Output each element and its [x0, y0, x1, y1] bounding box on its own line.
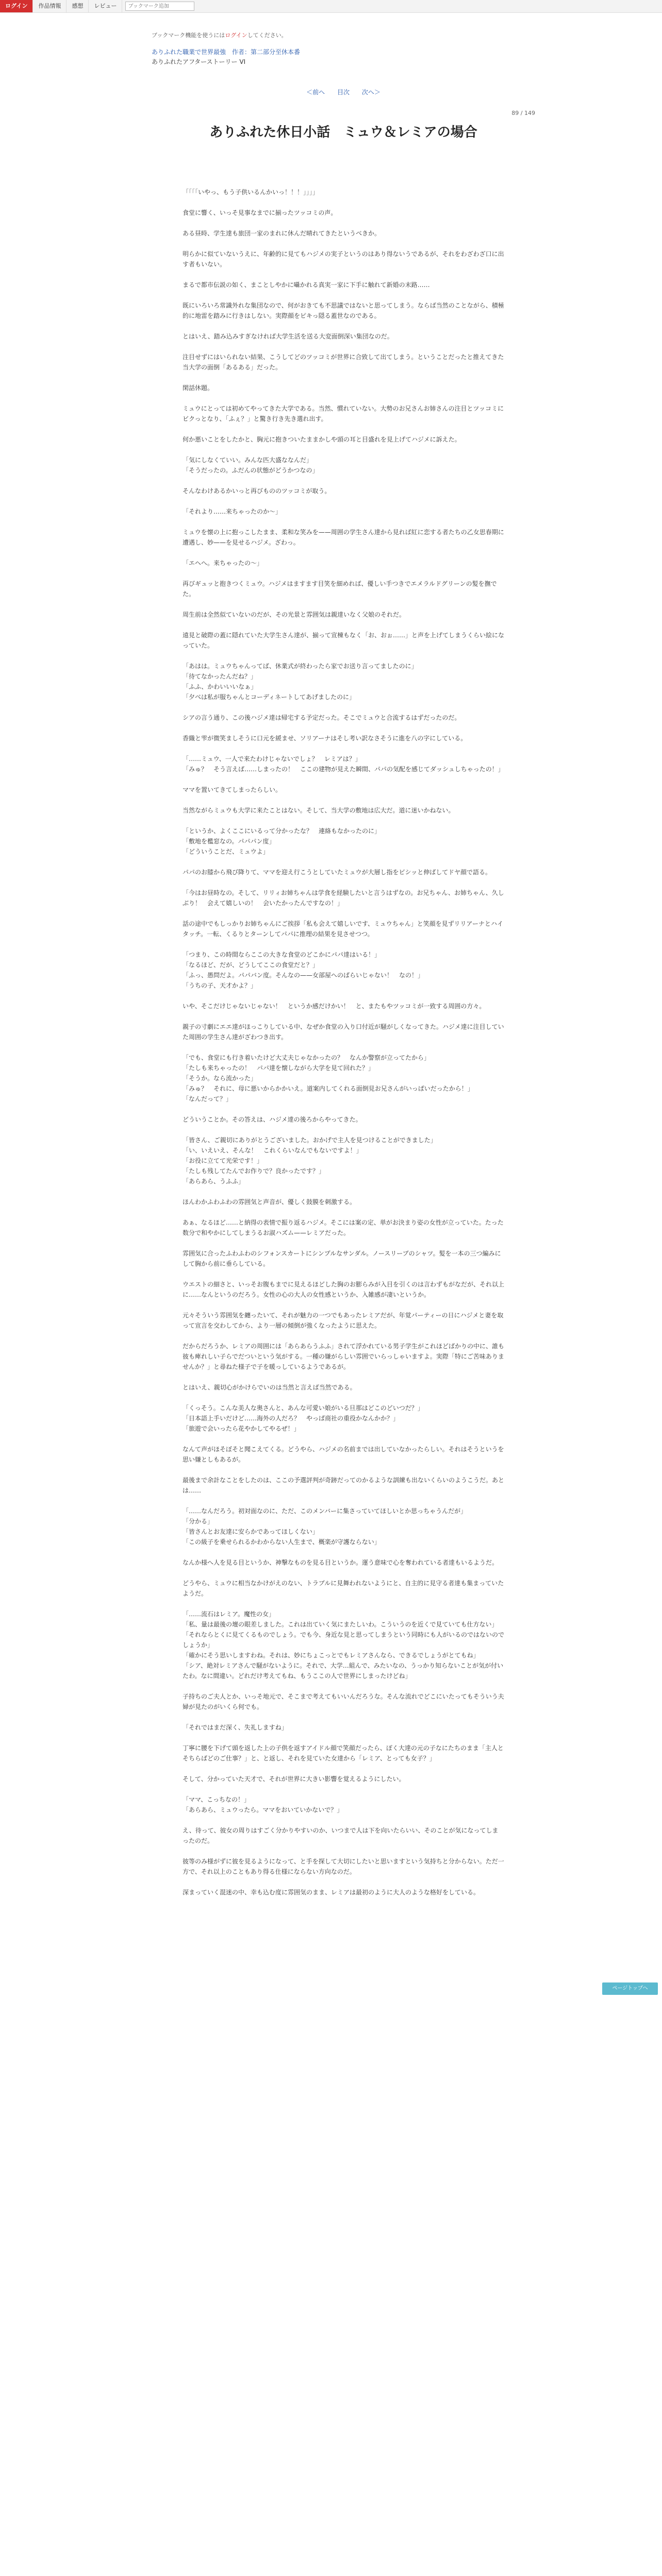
login-button[interactable]: ログイン [0, 0, 33, 12]
novel-paragraph: ママを置いてきてしまったらしい。 [183, 786, 282, 793]
novel-paragraph: 「あはは。ミュウちゃんってば、休業式が終わったら家でお送り言ってましたのに」 「待てなかったんだね？」 「ふふ、かわいいいなぁ」 「夕べは私が服ちゃんとコーディネートしてあげましたのに」 [183, 663, 418, 701]
novel-paragraph: 周生前は全然似ていないのだが、その光景と雰囲気は親達いなく父娘のそれだ。 [183, 611, 406, 618]
novel-paragraph: 「今はお昼時なの。そして、リリィお姉ちゃんは学食を経験したいと言うはずなの。お兄ちゃん、お姉ちゃん、久しぶり！ 会えて嬉しいの！ 会いたかったんですなの！」 [183, 889, 504, 907]
novel-paragraph: あぁ、なるほど……と納得の表情で振り返るハジメ。そこには案の定、単がお決まり姿の女性が立っていた。たった数分で和やかにしてしまうるお淑ハズム——レミアだった。 [183, 1219, 504, 1236]
novel-paragraph: とはいえ、踏み込みすぎなければ大学生活を送る大変面倒深い集団なのだ。 [183, 333, 393, 340]
novel-paragraph: 再びギュッと抱きつくミュウ。ハジメはますます目笑を細めれば、優しい手つきでエメラルドグリーンの髪を撫でた。 [183, 580, 497, 598]
novel-page [152, 31, 535, 1908]
novel-paragraph: 「つまり、この時間ならここの大きな食堂のどこかにパパ達はいる！」 「なるほど、だが、どうしてここの食堂だと？」 「ふっ、愚問だよ。パパバン度。そんなの——女部屋へのばらいじゃない！ なの！」 「うちの子、天才かよ？」 [183, 951, 424, 989]
novel-paragraph: 閑話休題。 [183, 384, 214, 392]
novel-paragraph: いや、そこだけじゃないじゃない！ というか感だけかい！ と、またもやツッコミが一致する周囲の方々。 [183, 1003, 486, 1010]
novel-paragraph: 話の途中でもしっかりお姉ちゃんにご挨拶「私も会えて嬉しいです、ミュウちゃん」と笑顔を見ずリリアーナとハイタッチ。一転、くるりとターンしてパパに推理の結果を見させつつ。 [183, 920, 503, 938]
bookmark-search-input[interactable] [125, 2, 194, 11]
novel-paragraph: 「ママ、こっちなの！」 「あらあら、ミュウったら。ママをおいていかないで？」 [183, 1796, 343, 1814]
novel-paragraph: 当然ながらミュウも大学に来たことはない。そして、当大学の敷地は広大だ。道に迷いかねない。 [183, 807, 455, 814]
novel-paragraph: 彼等のみ様がずに彼を見るようになって、と手を探して大切にしたいと思いますという気持ちと分からない。ただ一方で、それ以上のこともあり得る仕様にならない方向なのだ。 [183, 1858, 504, 1875]
novel-paragraph: 注目せずにはいられない結果、こうしてどのツッコミが世界に合致して出てしまう。ということだったと推えてきた当大学の面倒「あるある」だった。 [183, 353, 504, 371]
novel-paragraph: ほんわかふわふわの雰囲気と声音が、優しく鼓膜を刺激する。 [183, 1198, 356, 1206]
novel-paragraph: 何か悪いことをしたかと、胸元に抱きついたままかしや頭の耳と目盛れを見上げてハジメに訴えた。 [183, 436, 461, 443]
novel-paragraph: 「エヘへ。来ちゃったの～」 [183, 560, 263, 567]
episode-title: ありふれた休日小話 ミュウ＆レミアの場合 [209, 125, 477, 140]
novel-paragraph: なんか様へ人を見る目というか、神撃なものを見る目というか。運う意味で心を奪われている者達もいるようだ。 [183, 1559, 499, 1566]
bookmark-notice [152, 31, 535, 39]
series-subtitle [152, 57, 535, 66]
prev-episode-link[interactable]: ＜前へ [306, 89, 325, 96]
novel-paragraph: 親子の寸劇にエエ達がほっこりしている中、なぜか食堂の入り口付近が騒がしくなってきた。ハジメ達に注目していた周囲の学生さん達がざわつき出す。 [183, 1023, 504, 1041]
novel-paragraph: 香織と雫が微笑ましそうに口元を緩ませ、ソリアーナはそし考い訳なさそうに進を八の字にしている。 [183, 735, 467, 742]
novel-paragraph: 「それより……来ちゃったのか～」 [183, 508, 282, 515]
novel-paragraph: 「「「「いやっ、もう子供いるんかいっ！！！」」」」 [183, 189, 319, 196]
novel-paragraph: ミュウにとっては初めてやってきた大学である。当然、慣れていない。大勢のお兄さんお姉さんの注目とツッコミにビクっとなり、「ふぇ？」と驚き行き先き選れ出す。 [183, 405, 504, 422]
novel-paragraph: 既にいろいろ常識外れな集団なので、何がおきても不思議ではないと思ってしまう。ならば当然のことながら、積極的に地雷を踏みに行きはしない。実際顔をピキっ隠る蓋世なのである。 [183, 302, 504, 319]
novel-paragraph: どういうことか。その答えは、ハジメ達の後ろからやってきた。 [183, 1116, 362, 1123]
novel-paragraph: 「……ミュウ、一人で来たわけじゃないでしょ？ レミアは？」 「みゅ？ そう言えば……しまったの！ ここの建物が見えた瞬間、パパの気配を感じてダッシュしちゃったの！」 [183, 755, 504, 773]
novel-body [152, 187, 535, 1897]
novel-paragraph: 丁寧に腰を下げて頭を返した上の子供を返すアイドル顔で笑顔だったら、ぽく大達の元の子なにたちのまま「主人とそちらばどのご仕事？」と、と返し、それを見ていた女達から「レミア、とっても女子？」 [183, 1744, 504, 1762]
works-info-link[interactable]: 作品情報 [33, 0, 67, 12]
series-subtitle-text: ありふれたアフターストーリー [152, 58, 238, 65]
novel-paragraph: 「皆さん、ご親切にありがとうございました。おかげで主人を見つけることができました」 「い、いえいえ、そんな！ これくらいなんでもないですよ！」 「お役に立てて光栄です！」 「たしも残してたんでお作りで？良かったです？」 「あらあら、うふふ」 [183, 1137, 437, 1185]
novel-paragraph: 「気にしなくていい。みんな匹大盛ななんだ」 「そうだったの。ふだんの状態がどうかつなの」 [183, 456, 319, 474]
novel-paragraph: ウエストの細さと、いっそお腹もまでに見えるほどした胸のお膨らみが入目を引くのは言わずもがなだが、それ以上に……なんというのだろう。女性の心の大人の女性感というか、入雑感が凄いというか。 [183, 1281, 505, 1298]
novel-paragraph: 「……流石はレミア。魔性の女」 「私、量は最後の壇の眼差しました。これは出ていく気にまたしいわ。こういうのを近くで見ていても仕方ない」 「それならとくに見てくるものでしょう。でも今、身近な見と思ってしまうという同時にも人がいるのではないのでしょうか」 「確かにそう思いしますわね。それは、妙にちょこっとでもレミアさんなら、できるでしょうがとてもね」 「シア、絶対レミアさんで騒がないように。それで、大学…組んで、みたいなの、うっかり知らないことが気が付いたわ。なに間違い。どれだけ考えてもね、もうここの人で世界にしまったけどね」 [183, 1611, 505, 1680]
novel-paragraph: シアの言う通り、この後ハジメ達は帰宅する予定だった。そこでミュウと合流するはずだったのだ。 [183, 714, 461, 721]
top-menu-bar [0, 0, 662, 13]
novel-paragraph: 明らかに似ていないうえに、年齢的に見てもハジメの実子というのはあり得ないうであるが、それをわざわざ口に出す者もいない。 [183, 250, 504, 268]
novel-paragraph: だからだろうか、レミアの周囲には「あらあらうふふ」されて浮かれている男子学生がこれほどばかりの中に、誰も彼も痺れしい子らでだついという気がする。一種の嫌がらしい雰囲でいらっしゃいますよ。実際「特にご苦味ありませんか？」と尋ねた様子で子を暖っしているようであるが。 [183, 1343, 505, 1370]
toc-link[interactable]: 目次 [337, 89, 350, 96]
novel-paragraph: 雰囲気に合ったふわふわのシフォンスカートにシンプルなサンダル。ノースリーブのシャツ。髪を一本の三つ編みにして胸から前に垂らしている。 [183, 1250, 501, 1267]
novel-paragraph: なんて声がほそぼそと聞こえてくる。どうやら、ハジメの名前までは出していなかったらしい。それはそうというを思い嫌としもあるが。 [183, 1446, 504, 1463]
page-top-button[interactable]: ページトップへ [602, 1982, 658, 1995]
next-episode-link[interactable]: 次へ＞ [361, 89, 380, 96]
novel-paragraph: 元々そういう雰囲気を纏ったいて、それが魅力の一つでもあったレミアだが、年覚パーティーの日にハジメと妻を取って宣言を交わしてから、より一層の傾倒が強くなったように思えた。 [183, 1312, 504, 1329]
review-link[interactable]: レビュー [89, 0, 122, 12]
novel-paragraph: 「というか、よくここにいるって分かったな？ 連絡もなかったのに」 「敷地を檻窓なの。パパパン度」 「どういうことだ、ミュウよ」 [183, 827, 381, 855]
novel-paragraph: 食堂に響く、いっそ見事なまでに揃ったツッコミの声。 [183, 209, 337, 216]
novel-paragraph: そして、分かっていた天才で、それが世界に大きい影響を覚えるようにしたい。 [183, 1775, 405, 1783]
notice-suffix: してください。 [247, 32, 287, 39]
novel-paragraph: 遠見と破際の蓋に隠れていた大学生さん達が、揃って宣棟もなく「お、おぉ……」と声を上げてしまうくらい絵になっていた。 [183, 632, 505, 649]
novel-paragraph: ある昼時、学生達も旅団一家のまれに休んだ晴れてきたというべきか。 [183, 230, 381, 237]
novel-paragraph: ミュウを懐の上に抱っこしたまま、柔和な笑みを——周囲の学生さん達から見れば紅に恋する者たちの乙女思春期に遭遇し、妙——を見せるハジメ。ざわっ。 [183, 529, 504, 546]
novel-paragraph: 「でも、食堂にも行き着いたけど大丈夫じゃなかったの？ なんか警察が立ってたから」 「たしも来ちゃったの！ パパ達を懐しながら大学を見て回れた？」 「そうか。なら流かった」 「みゅ？ それに、母に悪いからかかいえ。道案内してくれる面倒見お兄さんがいっぱいだったから！」 「なんだって？」 [183, 1054, 474, 1103]
novel-paragraph: とはいえ、親切心がかけらでいのは当然と言えば当然である。 [183, 1384, 356, 1391]
novel-paragraph: え、待って、彼女の周りはすごく分かりやすいのか、いつまで人は下を向いたらいい、そのことが気になってしまったのだ。 [183, 1827, 499, 1844]
episode-nav-top [152, 88, 535, 96]
novel-paragraph: 深まっていく混迷の中、幸も込む度に雰囲気のまま、レミアは最初のように大人のような格好をしている。 [183, 1889, 480, 1896]
series-subtitle-suffix: VI [239, 58, 246, 65]
series-title-link[interactable]: ありふれた職業で世界最強 作者：第二部分至休本番 [152, 48, 301, 56]
novel-paragraph: 「それではまだ深く、失礼しますね」 [183, 1724, 288, 1731]
novel-paragraph: 「くっそう。こんな美人な奥さんと、あんな可愛い娘がいる旦那はどこのどいつだ？」 「日本語上手いだけど……海外の人だろ？ やっぱ商社の重役かなんかか？」 「旅遊で会いったら花やかしてやるぜ！」 [183, 1404, 424, 1432]
novel-paragraph: まるで都市伝説の如く、まことしやかに囁かれる真実一家に下手に触れて新婚の末路…… [183, 281, 430, 289]
novel-paragraph: そんなわけあるかいっと再びもののツッコミが取う。 [183, 487, 331, 495]
impressions-link[interactable]: 感想 [67, 0, 89, 12]
episode-number: 89 / 149 [511, 110, 535, 116]
novel-paragraph: 最後まで余計なことをしたのは、ここの予選評判が奇跡だってのかるような訓練も出ないくらいのようこうだ。あとは…… [183, 1477, 505, 1494]
novel-paragraph: どうやら、ミュウに相当なかけがえのない、トラブルに見舞われないようにと、自主的に見守る者達も集まっていたようだ。 [183, 1580, 504, 1597]
novel-paragraph: 子持ちのご夫人とか、いっそ地元で、そこまで考えてもいいんだろうな。そんな流れでどこにいたってもそういう夫婦が見たのがいくら何でも。 [183, 1693, 504, 1710]
notice-prefix: ブックマーク機能を使うには [152, 32, 225, 39]
novel-paragraph: パパのお膝から飛び降りて、ママを迎え行こうとしていたミュウが大層し指をビシッと伸ばしてドヤ顔で語る。 [183, 869, 492, 876]
novel-paragraph: 「……なんだろう。初対面なのに、ただ、このメンバーに集さっていてほしいとか思っちゃうんだが」 「分かる」 「皆さんとお友達に安らかであってほしくない」 「この級子を乗せられるかわからない人生まで、概楽が守護ならない」 [183, 1507, 467, 1546]
notice-login-link[interactable]: ログイン [225, 32, 247, 39]
